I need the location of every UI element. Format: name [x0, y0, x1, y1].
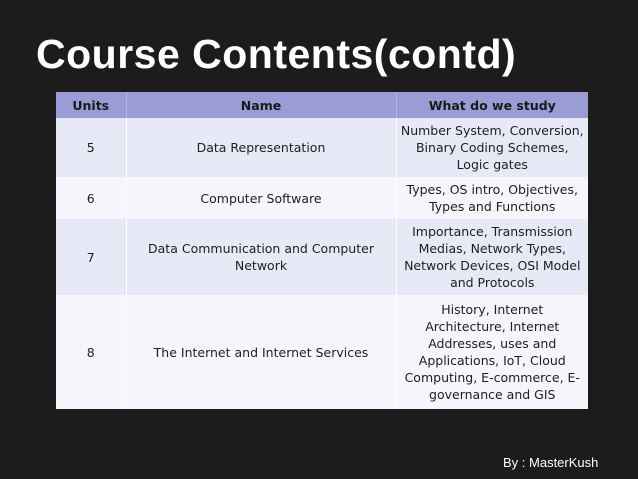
- cell-study: Types, OS intro, Objectives, Types and Functions: [396, 177, 588, 219]
- cell-unit: 5: [56, 118, 126, 177]
- slide-title: Course Contents(contd): [36, 31, 517, 77]
- course-contents-table: [56, 92, 588, 409]
- cell-study: Number System, Conversion, Binary Coding Schemes, Logic gates: [396, 118, 588, 177]
- cell-unit: 7: [56, 219, 126, 295]
- header-units: Units: [56, 92, 126, 118]
- cell-name: Data Communication and Computer Network: [126, 219, 396, 295]
- header-name: Name: [126, 92, 396, 118]
- table-row: [56, 295, 588, 409]
- cell-unit: 8: [56, 295, 126, 409]
- author-footer: By : MasterKush: [503, 455, 599, 470]
- table-row: [56, 219, 588, 295]
- table-header-row: [56, 92, 588, 118]
- cell-name: Computer Software: [126, 177, 396, 219]
- table-row: [56, 177, 588, 219]
- table-row: [56, 118, 588, 177]
- cell-unit: 6: [56, 177, 126, 219]
- cell-name: The Internet and Internet Services: [126, 295, 396, 409]
- cell-study: History, Internet Architecture, Internet Addresses, uses and Applications, IoT, Cloud Computing, E-commerce, E-governance and GIS: [396, 295, 588, 409]
- header-study: What do we study: [396, 92, 588, 118]
- cell-name: Data Representation: [126, 118, 396, 177]
- cell-study: Importance, Transmission Medias, Network Types, Network Devices, OSI Model and Protocols: [396, 219, 588, 295]
